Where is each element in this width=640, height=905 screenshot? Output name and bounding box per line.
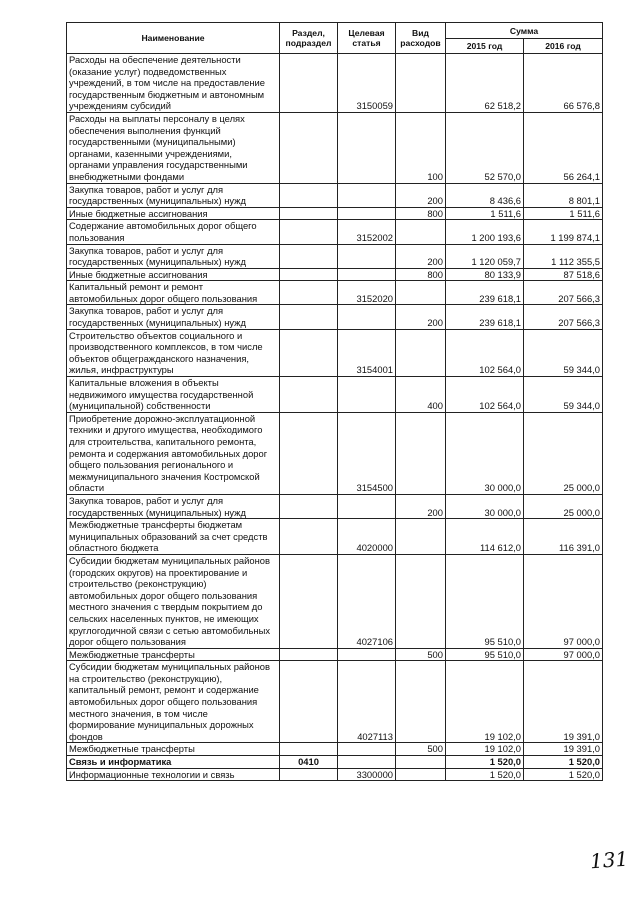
page-number: 131	[589, 846, 629, 874]
table-row	[67, 756, 603, 769]
row-kind	[396, 661, 446, 743]
header-target: Целевая статья	[338, 23, 396, 54]
row-kind	[396, 768, 446, 781]
row-section	[280, 244, 338, 268]
row-target	[338, 756, 396, 769]
row-sum-2015: 52 570,0	[446, 112, 524, 183]
row-sum-2015: 8 436,6	[446, 183, 524, 207]
row-kind: 800	[396, 268, 446, 281]
row-sum-2016: 56 264,1	[524, 112, 603, 183]
row-target	[338, 268, 396, 281]
row-section	[280, 554, 338, 648]
table-row	[67, 648, 603, 661]
row-name: Межбюджетные трансферты	[67, 743, 280, 756]
row-kind	[396, 554, 446, 648]
row-sum-2015: 239 618,1	[446, 281, 524, 305]
row-section	[280, 648, 338, 661]
row-name: Межбюджетные трансферты бюджетам муниципальных образований за счет средств областного бюджета	[67, 519, 280, 555]
row-kind	[396, 329, 446, 376]
row-target	[338, 244, 396, 268]
row-sum-2015: 95 510,0	[446, 648, 524, 661]
row-section	[280, 207, 338, 220]
row-section	[280, 268, 338, 281]
row-name: Капитальный ремонт и ремонт автомобильных дорог общего пользования	[67, 281, 280, 305]
row-sum-2016: 25 000,0	[524, 412, 603, 494]
row-name: Содержание автомобильных дорог общего пользования	[67, 220, 280, 244]
row-sum-2015: 95 510,0	[446, 554, 524, 648]
row-sum-2016: 116 391,0	[524, 519, 603, 555]
row-name: Иные бюджетные ассигнования	[67, 207, 280, 220]
header-year-2016: 2016 год	[524, 39, 603, 54]
row-name: Расходы на обеспечение деятельности (оказание услуг) подведомственных учреждений, в том числе на предоставление государственным бюджетным и автономным учреждениям субсидий	[67, 54, 280, 113]
row-target: 3152020	[338, 281, 396, 305]
row-name: Закупка товаров, работ и услуг для государственных (муниципальных) нужд	[67, 183, 280, 207]
row-sum-2015: 1 120 059,7	[446, 244, 524, 268]
row-kind: 200	[396, 183, 446, 207]
row-target: 4027113	[338, 661, 396, 743]
row-name: Информационные технологии и связь	[67, 768, 280, 781]
table-row	[67, 554, 603, 648]
row-kind: 500	[396, 743, 446, 756]
row-name: Закупка товаров, работ и услуг для государственных (муниципальных) нужд	[67, 305, 280, 329]
row-target	[338, 305, 396, 329]
header-sum: Сумма	[446, 23, 603, 39]
row-section: 0410	[280, 756, 338, 769]
table-row	[67, 281, 603, 305]
table-body	[67, 54, 603, 781]
row-sum-2015: 30 000,0	[446, 412, 524, 494]
row-kind	[396, 412, 446, 494]
row-sum-2016: 97 000,0	[524, 648, 603, 661]
row-kind	[396, 756, 446, 769]
table-row	[67, 207, 603, 220]
row-section	[280, 54, 338, 113]
row-sum-2016: 66 576,8	[524, 54, 603, 113]
row-name: Закупка товаров, работ и услуг для государственных (муниципальных) нужд	[67, 494, 280, 518]
table-row	[67, 661, 603, 743]
row-sum-2016: 1 520,0	[524, 768, 603, 781]
row-sum-2016: 25 000,0	[524, 494, 603, 518]
header-kind: Вид расходов	[396, 23, 446, 54]
table-row	[67, 743, 603, 756]
row-sum-2016: 87 518,6	[524, 268, 603, 281]
row-section	[280, 112, 338, 183]
row-kind	[396, 54, 446, 113]
row-sum-2016: 1 112 355,5	[524, 244, 603, 268]
row-sum-2015: 1 200 193,6	[446, 220, 524, 244]
row-kind	[396, 220, 446, 244]
row-sum-2015: 80 133,9	[446, 268, 524, 281]
row-kind: 500	[396, 648, 446, 661]
row-target: 4020000	[338, 519, 396, 555]
row-section	[280, 768, 338, 781]
row-kind	[396, 281, 446, 305]
row-sum-2016: 1 199 874,1	[524, 220, 603, 244]
row-name: Приобретение дорожно-эксплуатационной техники и другого имущества, необходимого для строительства, капитального ремонта, ремонта и содержания автомобильных дорог общего пользования регионального и межмуниципального значения Костромской области	[67, 412, 280, 494]
row-name: Капитальные вложения в объекты недвижимого имущества государственной (муниципальной) собственности	[67, 377, 280, 413]
row-sum-2015: 19 102,0	[446, 661, 524, 743]
row-sum-2016: 8 801,1	[524, 183, 603, 207]
row-sum-2016: 1 511,6	[524, 207, 603, 220]
row-kind: 200	[396, 244, 446, 268]
row-target: 3152002	[338, 220, 396, 244]
row-kind: 400	[396, 377, 446, 413]
row-target: 4027106	[338, 554, 396, 648]
row-section	[280, 281, 338, 305]
table-row	[67, 112, 603, 183]
row-sum-2015: 102 564,0	[446, 329, 524, 376]
row-sum-2016: 59 344,0	[524, 377, 603, 413]
row-target	[338, 183, 396, 207]
row-name: Субсидии бюджетам муниципальных районов на строительство (реконструкцию), капитальный ремонт, ремонт и содержание автомобильных дорог общего пользования местного значения, в том числе формирование муниципальных дорожных фондов	[67, 661, 280, 743]
row-target: 3154001	[338, 329, 396, 376]
row-section	[280, 329, 338, 376]
table-row	[67, 183, 603, 207]
row-section	[280, 305, 338, 329]
row-sum-2015: 114 612,0	[446, 519, 524, 555]
row-kind: 100	[396, 112, 446, 183]
row-target: 3300000	[338, 768, 396, 781]
row-section	[280, 377, 338, 413]
row-sum-2015: 1 511,6	[446, 207, 524, 220]
table-row	[67, 412, 603, 494]
table-row	[67, 268, 603, 281]
table-row	[67, 244, 603, 268]
row-section	[280, 519, 338, 555]
row-sum-2016: 19 391,0	[524, 743, 603, 756]
row-kind: 200	[396, 305, 446, 329]
row-target	[338, 743, 396, 756]
header-year-2015: 2015 год	[446, 39, 524, 54]
row-name: Субсидии бюджетам муниципальных районов (городских округов) на проектирование и строительство (реконструкцию) автомобильных дорог общего пользования местного значения с твердым покрытием до сельских населенных пунктов, не имеющих круглогодичной связи с сетью автомобильных дорог общего пользования	[67, 554, 280, 648]
row-sum-2015: 239 618,1	[446, 305, 524, 329]
row-section	[280, 494, 338, 518]
table-row	[67, 54, 603, 113]
row-name: Расходы на выплаты персоналу в целях обеспечения выполнения функций государственными (муниципальными) органами, казенными учреждениями, органами управления государственными внебюджетными фондами	[67, 112, 280, 183]
row-section	[280, 412, 338, 494]
header-name: Наименование	[67, 23, 280, 54]
row-sum-2016: 59 344,0	[524, 329, 603, 376]
row-sum-2016: 207 566,3	[524, 305, 603, 329]
row-target	[338, 494, 396, 518]
row-sum-2015: 30 000,0	[446, 494, 524, 518]
table-row	[67, 519, 603, 555]
table-row	[67, 494, 603, 518]
row-sum-2016: 207 566,3	[524, 281, 603, 305]
table-row	[67, 220, 603, 244]
header-section: Раздел, подраздел	[280, 23, 338, 54]
table-row	[67, 377, 603, 413]
row-name: Закупка товаров, работ и услуг для государственных (муниципальных) нужд	[67, 244, 280, 268]
table-row	[67, 768, 603, 781]
row-sum-2015: 19 102,0	[446, 743, 524, 756]
table-row	[67, 329, 603, 376]
row-sum-2015: 1 520,0	[446, 756, 524, 769]
row-target: 3150059	[338, 54, 396, 113]
row-name: Иные бюджетные ассигнования	[67, 268, 280, 281]
row-sum-2015: 102 564,0	[446, 377, 524, 413]
row-sum-2015: 1 520,0	[446, 768, 524, 781]
row-target	[338, 207, 396, 220]
row-kind: 200	[396, 494, 446, 518]
row-section	[280, 220, 338, 244]
row-sum-2016: 1 520,0	[524, 756, 603, 769]
row-name: Строительство объектов социального и производственного комплексов, в том числе объектов общегражданского назначения, жилья, инфраструктуры	[67, 329, 280, 376]
row-kind: 800	[396, 207, 446, 220]
row-section	[280, 661, 338, 743]
row-target	[338, 112, 396, 183]
table-row	[67, 305, 603, 329]
row-section	[280, 183, 338, 207]
row-section	[280, 743, 338, 756]
row-kind	[396, 519, 446, 555]
budget-table	[66, 22, 603, 781]
row-sum-2016: 19 391,0	[524, 661, 603, 743]
row-name: Связь и информатика	[67, 756, 280, 769]
row-target	[338, 377, 396, 413]
row-target: 3154500	[338, 412, 396, 494]
row-target	[338, 648, 396, 661]
row-sum-2015: 62 518,2	[446, 54, 524, 113]
row-name: Межбюджетные трансферты	[67, 648, 280, 661]
row-sum-2016: 97 000,0	[524, 554, 603, 648]
